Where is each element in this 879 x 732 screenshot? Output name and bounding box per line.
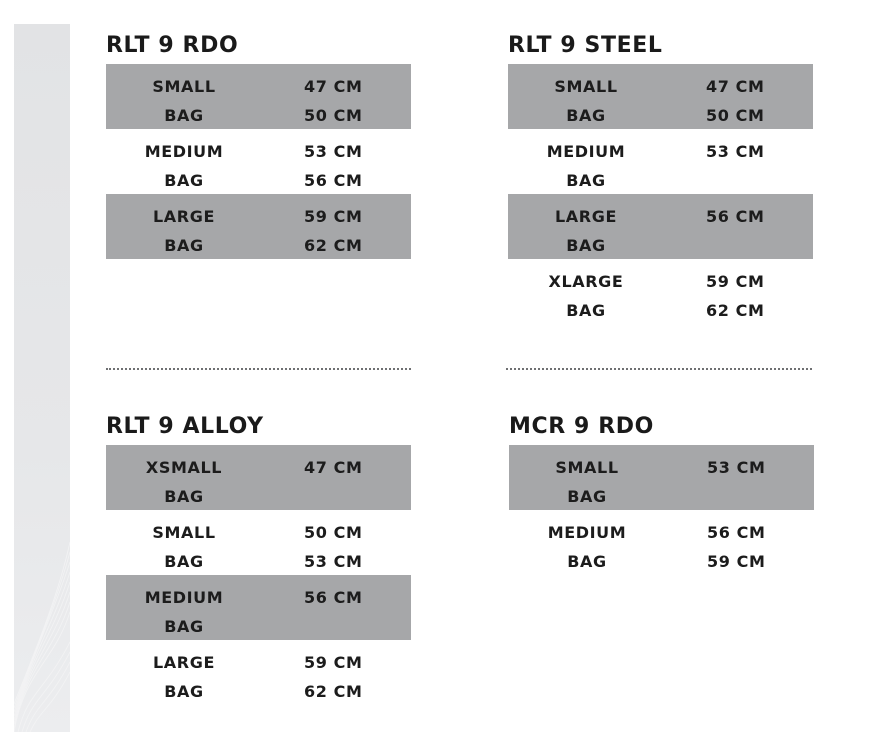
size-label [124,72,244,130]
length-value [706,166,806,195]
size-lengths [304,202,404,260]
size-row [106,640,411,705]
size-label [526,267,646,325]
length-value: 50 CM [304,106,363,125]
size-lengths [706,137,806,195]
size-unit: BAG [567,552,607,571]
size-lengths [707,453,807,511]
length-value: 59 CM [706,272,765,291]
size-name: SMALL [152,77,216,96]
size-name: XLARGE [548,272,624,291]
length-value: 62 CM [304,236,363,255]
size-row [508,194,813,259]
size-name: MEDIUM [546,142,626,161]
size-name: MEDIUM [144,142,224,161]
size-lengths [304,518,404,576]
side-decoration [14,24,70,732]
size-unit: BAG [164,236,204,255]
size-table [508,64,813,324]
length-value: 59 CM [304,207,363,226]
size-name: LARGE [153,653,215,672]
dotted-divider [106,368,411,370]
length-value [707,482,807,511]
size-label [124,453,244,511]
size-lengths [706,202,806,260]
size-unit: BAG [566,236,606,255]
size-row [508,64,813,129]
length-value: 47 CM [304,458,363,477]
size-row [509,445,814,510]
section-title: RLT 9 STEEL [508,33,663,58]
size-label [124,202,244,260]
length-value: 50 CM [706,106,765,125]
size-unit: BAG [164,487,204,506]
size-unit: BAG [566,301,606,320]
length-value: 50 CM [304,523,363,542]
length-value: 59 CM [304,653,363,672]
size-label [124,583,244,641]
size-label [526,72,646,130]
length-value: 56 CM [304,588,363,607]
length-value [706,231,806,260]
size-unit: BAG [566,106,606,125]
size-lengths [304,137,404,195]
size-lengths [304,453,404,511]
size-table [106,445,411,705]
size-label [527,518,647,576]
size-unit: BAG [164,617,204,636]
dotted-divider [506,368,812,370]
length-value: 53 CM [304,552,363,571]
section-title: RLT 9 ALLOY [106,414,264,439]
length-value [304,482,404,511]
size-lengths [304,648,404,706]
section-title: RLT 9 RDO [106,33,239,58]
length-value: 53 CM [304,142,363,161]
length-value: 53 CM [707,458,766,477]
length-value: 62 CM [304,682,363,701]
size-unit: BAG [567,487,607,506]
size-name: MEDIUM [144,588,224,607]
length-value: 56 CM [706,207,765,226]
size-table [106,64,411,259]
length-value: 59 CM [707,552,766,571]
size-lengths [304,583,404,641]
length-value: 56 CM [707,523,766,542]
size-unit: BAG [164,106,204,125]
size-label [124,518,244,576]
size-row [508,259,813,324]
length-value: 47 CM [304,77,363,96]
size-row [106,510,411,575]
length-value: 53 CM [706,142,765,161]
size-label [527,453,647,511]
size-label [124,648,244,706]
size-row [106,575,411,640]
size-row [509,510,814,575]
size-lengths [707,518,807,576]
size-row [508,129,813,194]
size-name: SMALL [555,458,619,477]
size-name: MEDIUM [547,523,627,542]
size-lengths [706,267,806,325]
size-row [106,64,411,129]
size-unit: BAG [566,171,606,190]
size-lengths [706,72,806,130]
size-label [526,202,646,260]
wave-pattern-icon [14,492,70,732]
size-name: LARGE [153,207,215,226]
size-row [106,194,411,259]
size-name: SMALL [554,77,618,96]
size-name: LARGE [555,207,617,226]
size-name: SMALL [152,523,216,542]
size-row [106,129,411,194]
size-table [509,445,814,575]
size-unit: BAG [164,682,204,701]
size-unit: BAG [164,171,204,190]
size-unit: BAG [164,552,204,571]
size-label [124,137,244,195]
size-row [106,445,411,510]
length-value [304,612,404,641]
size-lengths [304,72,404,130]
length-value: 62 CM [706,301,765,320]
size-label [526,137,646,195]
size-name: XSMALL [145,458,223,477]
length-value: 56 CM [304,171,363,190]
section-title: MCR 9 RDO [509,414,654,439]
length-value: 47 CM [706,77,765,96]
